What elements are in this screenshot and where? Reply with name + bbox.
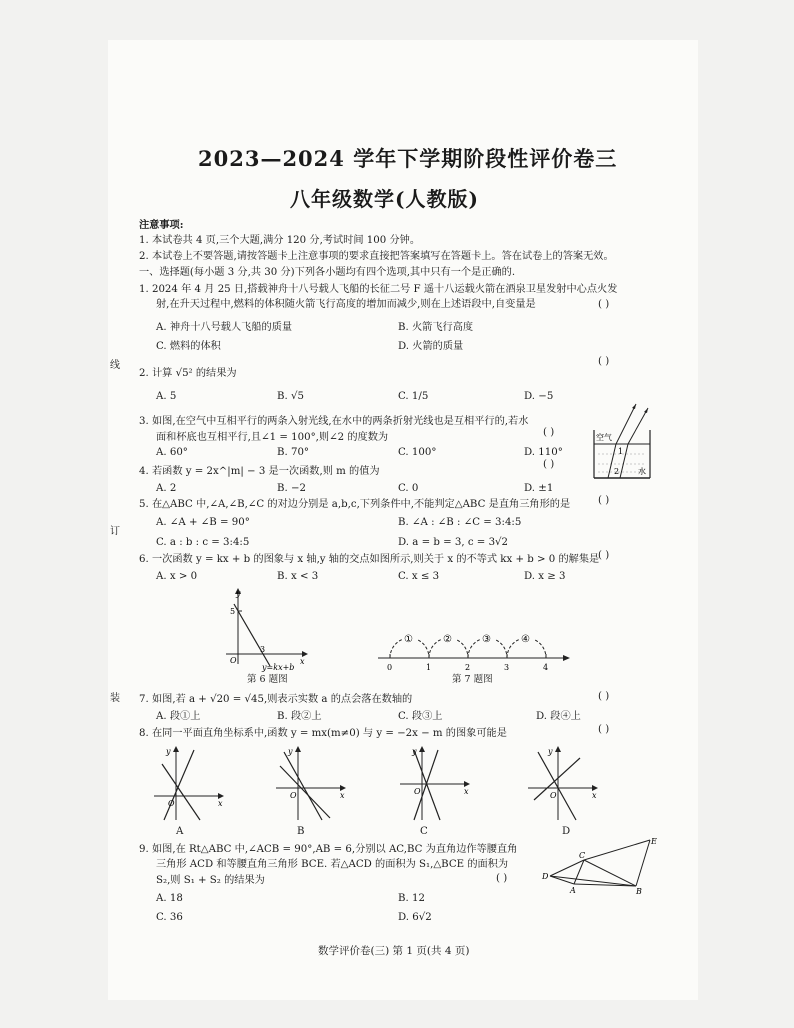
arrow-right-icon xyxy=(563,655,570,661)
fig7-tick-label-4: 4 xyxy=(543,663,549,672)
fig7-tick-label-2: 2 xyxy=(465,663,471,672)
q8-option-a: A xyxy=(176,826,184,837)
fig6-caption: 第 6 题图 xyxy=(247,674,288,685)
q3-option-c: C. 100° xyxy=(398,447,437,458)
q5-answer-paren: ( ) xyxy=(598,495,610,506)
origin-label: O xyxy=(414,787,421,796)
fig7-seg-1: ① xyxy=(404,634,413,645)
fig6-tick-3: 3 xyxy=(260,645,266,654)
fig6-line xyxy=(234,604,270,666)
q6-option-c: C. x ≤ 3 xyxy=(398,571,440,582)
arrow-up-icon xyxy=(419,746,425,752)
q2-option-c: C. 1/5 xyxy=(398,391,429,402)
q8-option-b: B xyxy=(297,826,305,837)
q1-option-a: A. 神舟十八号载人飞船的质量 xyxy=(156,322,293,333)
q8-option-c: C xyxy=(420,826,428,837)
q6-option-b: B. x < 3 xyxy=(277,571,319,582)
q9-point-e: E xyxy=(651,837,657,846)
light-ray xyxy=(616,404,636,444)
fig6-equation: y=kx+b xyxy=(262,663,295,672)
axis-y-label: y xyxy=(288,747,293,756)
arrow-up-icon xyxy=(555,746,561,752)
notes-item-1: 1. 本试卷共 4 页,三个大题,满分 120 分,考试时间 100 分钟。 xyxy=(139,235,421,246)
q9-line-2: 三角形 ACD 和等腰直角三角形 BCE. 若△ACD 的面积为 S₁,△BCE 的面积为 xyxy=(156,859,509,870)
fig6-y-label: y xyxy=(236,589,241,598)
q1-answer-paren: ( ) xyxy=(598,299,610,310)
graph-line xyxy=(164,750,194,820)
fig7-tick-label-0: 0 xyxy=(387,663,393,672)
q5-option-a: A. ∠A + ∠B = 90° xyxy=(156,517,250,528)
origin-label: O xyxy=(550,791,557,800)
q9-segment-cb xyxy=(584,860,636,886)
axis-x-label: x xyxy=(340,791,345,800)
graph-line xyxy=(534,758,580,800)
q8-graph-a xyxy=(150,744,226,824)
origin-label: O xyxy=(290,791,297,800)
q4-stem: 4. 若函数 y = 2x^|m| − 3 是一次函数,则 m 的值为 xyxy=(139,466,380,477)
q6-stem: 6. 一次函数 y = kx + b 的图象与 x 轴,y 轴的交点如图所示,则关于 x 的不等式 kx + b > 0 的解集是 xyxy=(139,554,600,565)
q7-option-d: D. 段④上 xyxy=(536,711,581,722)
q8-stem: 8. 在同一平面直角坐标系中,函数 y = mx(m≠0) 与 y = −2x − m 的图象可能是 xyxy=(139,728,507,739)
fig7-caption: 第 7 题图 xyxy=(452,674,493,685)
arrow-head-icon xyxy=(632,404,636,409)
notes-item-2: 2. 本试卷上不要答题,请按答题卡上注意事项的要求直接把答案填写在答题卡上。答在试卷上的答案无效。 xyxy=(139,251,614,262)
binding-char-xian: 线 xyxy=(110,360,120,371)
q9-segment-be xyxy=(636,840,650,886)
axis-x-label: x xyxy=(464,787,469,796)
arrow-head-icon xyxy=(644,408,648,413)
q2-option-a: A. 5 xyxy=(156,391,177,402)
q9-option-a: A. 18 xyxy=(156,893,183,904)
q3-line-2: 面和杯底也互相平行,且∠1 = 100°,则∠2 的度数为 xyxy=(156,432,389,443)
q3-line-1: 3. 如图,在空气中互相平行的两条入射光线,在水中的两条折射光线也是互相平行的,若水 xyxy=(139,416,529,427)
graph-line xyxy=(280,766,330,818)
q4-option-a: A. 2 xyxy=(156,483,177,494)
axis-x-label: x xyxy=(592,791,597,800)
q7-option-b: B. 段②上 xyxy=(277,711,322,722)
page-footer: 数学评价卷(三) 第 1 页(共 4 页) xyxy=(318,945,470,957)
q6-option-d: D. x ≥ 3 xyxy=(524,571,566,582)
q4-option-b: B. −2 xyxy=(277,483,306,494)
q6-option-a: A. x > 0 xyxy=(156,571,198,582)
fig6-origin: O xyxy=(230,656,237,665)
q9-figure xyxy=(540,836,660,894)
q3-answer-paren: ( ) xyxy=(543,427,555,438)
fig7-tick-label-1: 1 xyxy=(426,663,432,672)
q7-stem: 7. 如图,若 a + √20 = √45,则表示实数 a 的点会落在数轴的 xyxy=(139,694,413,705)
graph-line xyxy=(538,752,576,820)
q8-graph-c xyxy=(396,744,472,824)
fig6-x-label: x xyxy=(300,657,305,666)
q1-option-c: C. 燃料的体积 xyxy=(156,341,221,352)
q6-answer-paren: ( ) xyxy=(598,550,610,561)
q1-option-d: D. 火箭的质量 xyxy=(398,341,464,352)
section-1-heading: 一、选择题(每小题 3 分,共 30 分)下列各小题均有四个选项,其中只有一个是正确的. xyxy=(139,267,516,278)
q9-point-a: A xyxy=(570,886,576,894)
q3-fig-water-label: 水 xyxy=(638,467,646,476)
q9-option-c: C. 36 xyxy=(156,912,183,923)
fig7-number-line xyxy=(376,628,572,672)
q5-option-d: D. a = b = 3, c = 3√2 xyxy=(398,537,509,548)
q5-stem: 5. 在△ABC 中,∠A,∠B,∠C 的对边分别是 a,b,c,下列条件中,不能判定△ABC 是直角三角形的是 xyxy=(139,499,571,510)
binding-char-zhuang: 装 xyxy=(110,693,120,704)
q9-answer-paren: ( ) xyxy=(496,873,508,884)
q9-option-b: B. 12 xyxy=(398,893,425,904)
binding-char-ding: 订 xyxy=(110,526,120,537)
q7-option-a: A. 段①上 xyxy=(156,711,201,722)
fig7-seg-2: ② xyxy=(443,634,452,645)
q8-answer-paren: ( ) xyxy=(598,724,610,735)
axis-y-label: y xyxy=(548,747,553,756)
q5-option-b: B. ∠A : ∠B : ∠C = 3:4:5 xyxy=(398,517,522,528)
q3-figure xyxy=(588,402,658,482)
graph-line xyxy=(284,752,322,820)
q3-fig-angle-2: 2 xyxy=(614,467,620,476)
q4-answer-paren: ( ) xyxy=(543,459,555,470)
origin-label: O xyxy=(168,799,175,808)
q9-point-d: D xyxy=(542,872,549,881)
q9-segment-ce xyxy=(584,840,650,860)
exam-title: 2023—2024 学年下学期阶段性评价卷三 xyxy=(198,146,618,171)
q9-point-c: C xyxy=(579,851,586,860)
arrow-up-icon xyxy=(295,746,301,752)
q9-line-1: 9. 如图,在 Rt△ABC 中,∠ACB = 90°,AB = 6,分别以 AC,BC 为直角边作等腰直角 xyxy=(139,844,518,855)
q3-option-b: B. 70° xyxy=(277,447,310,458)
q9-line-3: S₂,则 S₁ + S₂ 的结果为 xyxy=(156,875,265,886)
fig6-graph xyxy=(222,586,312,672)
q9-point-b: B xyxy=(636,887,642,894)
q2-option-b: B. √5 xyxy=(277,391,304,402)
axis-y-label: y xyxy=(166,747,171,756)
q1-line-1: 1. 2024 年 4 月 25 日,搭载神舟十八号载人飞船的长征二号 F 遥十八运载火箭在酒泉卫星发射中心点火发 xyxy=(139,284,618,295)
q8-option-d: D xyxy=(562,826,571,837)
q8-graph-b xyxy=(272,744,348,824)
fig7-tick-label-3: 3 xyxy=(504,663,510,672)
q2-answer-paren: ( ) xyxy=(598,356,610,367)
q4-option-d: D. ±1 xyxy=(524,483,554,494)
notes-heading: 注意事项: xyxy=(139,219,184,231)
q1-line-2: 射,在升天过程中,燃料的体积随火箭飞行高度的增加而减少,则在上述语段中,自变量是 xyxy=(156,299,536,310)
fig6-tick-5: 5 xyxy=(230,607,236,616)
q2-option-d: D. −5 xyxy=(524,391,554,402)
q5-option-c: C. a : b : c = 3:4:5 xyxy=(156,537,250,548)
q7-answer-paren: ( ) xyxy=(598,691,610,702)
q9-option-d: D. 6√2 xyxy=(398,912,432,923)
q7-option-c: C. 段③上 xyxy=(398,711,443,722)
fig7-seg-3: ③ xyxy=(482,634,491,645)
q3-fig-air-label: 空气 xyxy=(596,433,612,442)
arrow-up-icon xyxy=(173,746,179,752)
q1-option-b: B. 火箭飞行高度 xyxy=(398,322,474,333)
q3-option-d: D. 110° xyxy=(524,447,563,458)
axis-x-label: x xyxy=(218,799,223,808)
exam-subtitle: 八年级数学(人教版) xyxy=(290,187,479,211)
q3-option-a: A. 60° xyxy=(156,447,188,458)
axis-y-label: y xyxy=(412,747,417,756)
q8-graph-d xyxy=(524,744,600,824)
q3-fig-angle-1: 1 xyxy=(618,447,624,456)
fig7-seg-4: ④ xyxy=(521,634,530,645)
q2-stem: 2. 计算 √5² 的结果为 xyxy=(139,368,237,379)
q9-segment-dc xyxy=(550,860,584,876)
q4-option-c: C. 0 xyxy=(398,483,419,494)
